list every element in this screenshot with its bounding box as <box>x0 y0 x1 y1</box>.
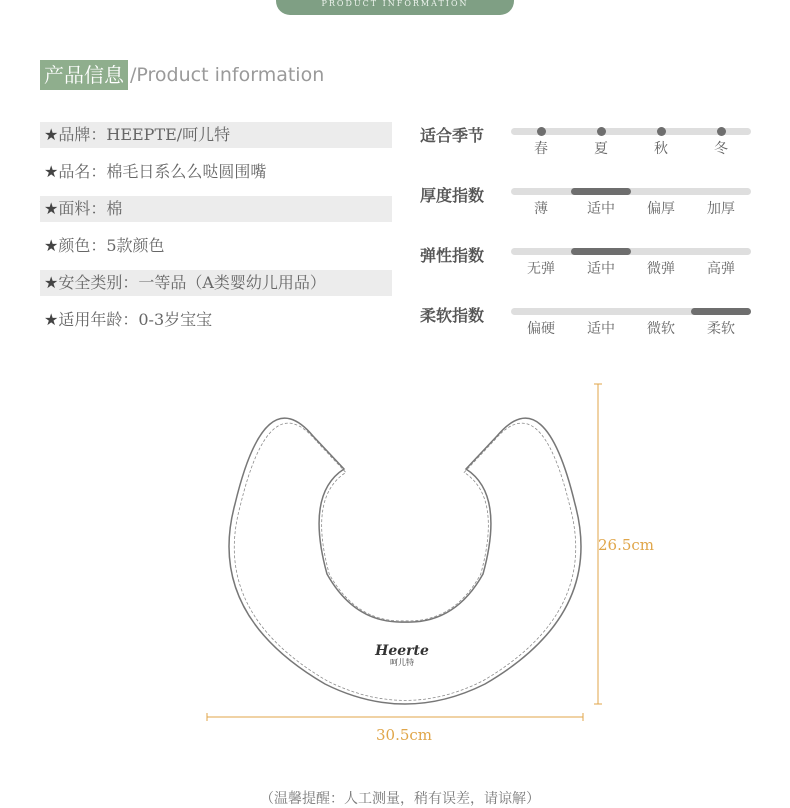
index-options <box>511 198 751 218</box>
star-icon: ★ <box>44 162 59 181</box>
index-options <box>511 318 751 338</box>
section-heading <box>40 60 324 90</box>
index-option-label: 偏硬 <box>527 321 555 337</box>
index-row <box>420 300 760 360</box>
spec-row-brand <box>40 122 392 148</box>
spec-value: 0-3岁宝宝 <box>138 310 213 329</box>
index-title: 弹性指数 <box>420 246 485 265</box>
index-track <box>511 188 751 195</box>
brand-logo <box>367 644 437 667</box>
spec-row-safety <box>40 270 392 296</box>
spec-value: 棉毛日系么么哒圆围嘴 <box>106 162 267 181</box>
index-dot <box>597 127 606 136</box>
index-selected-bar <box>571 248 631 255</box>
star-icon: ★ <box>44 236 59 255</box>
index-option-label: 加厚 <box>707 201 735 217</box>
index-option-label: 薄 <box>534 201 548 217</box>
brand-zh: 呵儿特 <box>390 658 414 667</box>
index-option-label: 高弹 <box>707 261 735 277</box>
index-row <box>420 120 760 180</box>
spec-list <box>40 122 392 344</box>
index-track <box>511 308 751 315</box>
spec-label: 颜色： <box>58 236 107 255</box>
spec-row-age <box>40 307 392 333</box>
width-label: 30.5cm <box>376 726 433 744</box>
index-option-label: 微弹 <box>647 261 675 277</box>
index-option-label: 适中 <box>587 201 615 217</box>
index-selected-bar <box>571 188 631 195</box>
index-option-label: 微软 <box>647 321 675 337</box>
spec-value: 棉 <box>106 199 123 218</box>
index-dot <box>537 127 546 136</box>
index-option-label: 冬 <box>714 141 728 157</box>
spec-row-color <box>40 233 392 259</box>
index-option-label: 春 <box>534 141 548 157</box>
spec-row-fabric <box>40 196 392 222</box>
star-icon: ★ <box>44 125 59 144</box>
section-title-zh: 产品信息 <box>40 60 128 90</box>
index-dot <box>717 127 726 136</box>
footer-note: （温馨提醒：人工测量，稍有误差，请谅解） <box>260 791 540 807</box>
star-icon: ★ <box>44 310 59 329</box>
product-illustration <box>190 370 670 760</box>
product-information-banner: PRODUCT INFORMATION <box>276 0 514 15</box>
index-option-label: 柔软 <box>707 321 735 337</box>
bib-outline-graphic <box>190 370 670 760</box>
spec-value: HEEPTE/呵儿特 <box>106 125 231 144</box>
index-row <box>420 240 760 300</box>
index-option-label: 适中 <box>587 261 615 277</box>
index-title: 厚度指数 <box>420 186 485 205</box>
index-option-label: 秋 <box>654 141 668 157</box>
index-option-label: 无弹 <box>527 261 555 277</box>
index-title: 柔软指数 <box>420 306 485 325</box>
index-title: 适合季节 <box>420 126 485 145</box>
spec-label: 品名： <box>58 162 107 181</box>
brand-script: Heerte <box>375 643 429 659</box>
height-label: 26.5cm <box>598 536 655 554</box>
index-option-label: 适中 <box>587 321 615 337</box>
index-track <box>511 128 751 135</box>
spec-label: 品牌： <box>58 125 107 144</box>
index-options <box>511 258 751 278</box>
index-option-label: 偏厚 <box>647 201 675 217</box>
index-option-label: 夏 <box>594 141 608 157</box>
index-dot <box>657 127 666 136</box>
spec-label: 适用年龄： <box>58 310 139 329</box>
star-icon: ★ <box>44 199 59 218</box>
spec-row-name <box>40 159 392 185</box>
section-title-en: /Product information <box>130 64 325 86</box>
spec-label: 安全类别： <box>58 273 139 292</box>
index-track <box>511 248 751 255</box>
spec-label: 面料： <box>58 199 107 218</box>
index-selected-bar <box>691 308 751 315</box>
index-options <box>511 138 751 158</box>
spec-value: 一等品（A类婴幼儿用品） <box>138 273 326 292</box>
spec-value: 5款颜色 <box>106 236 165 255</box>
star-icon: ★ <box>44 273 59 292</box>
index-panel <box>420 120 760 360</box>
index-row <box>420 180 760 240</box>
